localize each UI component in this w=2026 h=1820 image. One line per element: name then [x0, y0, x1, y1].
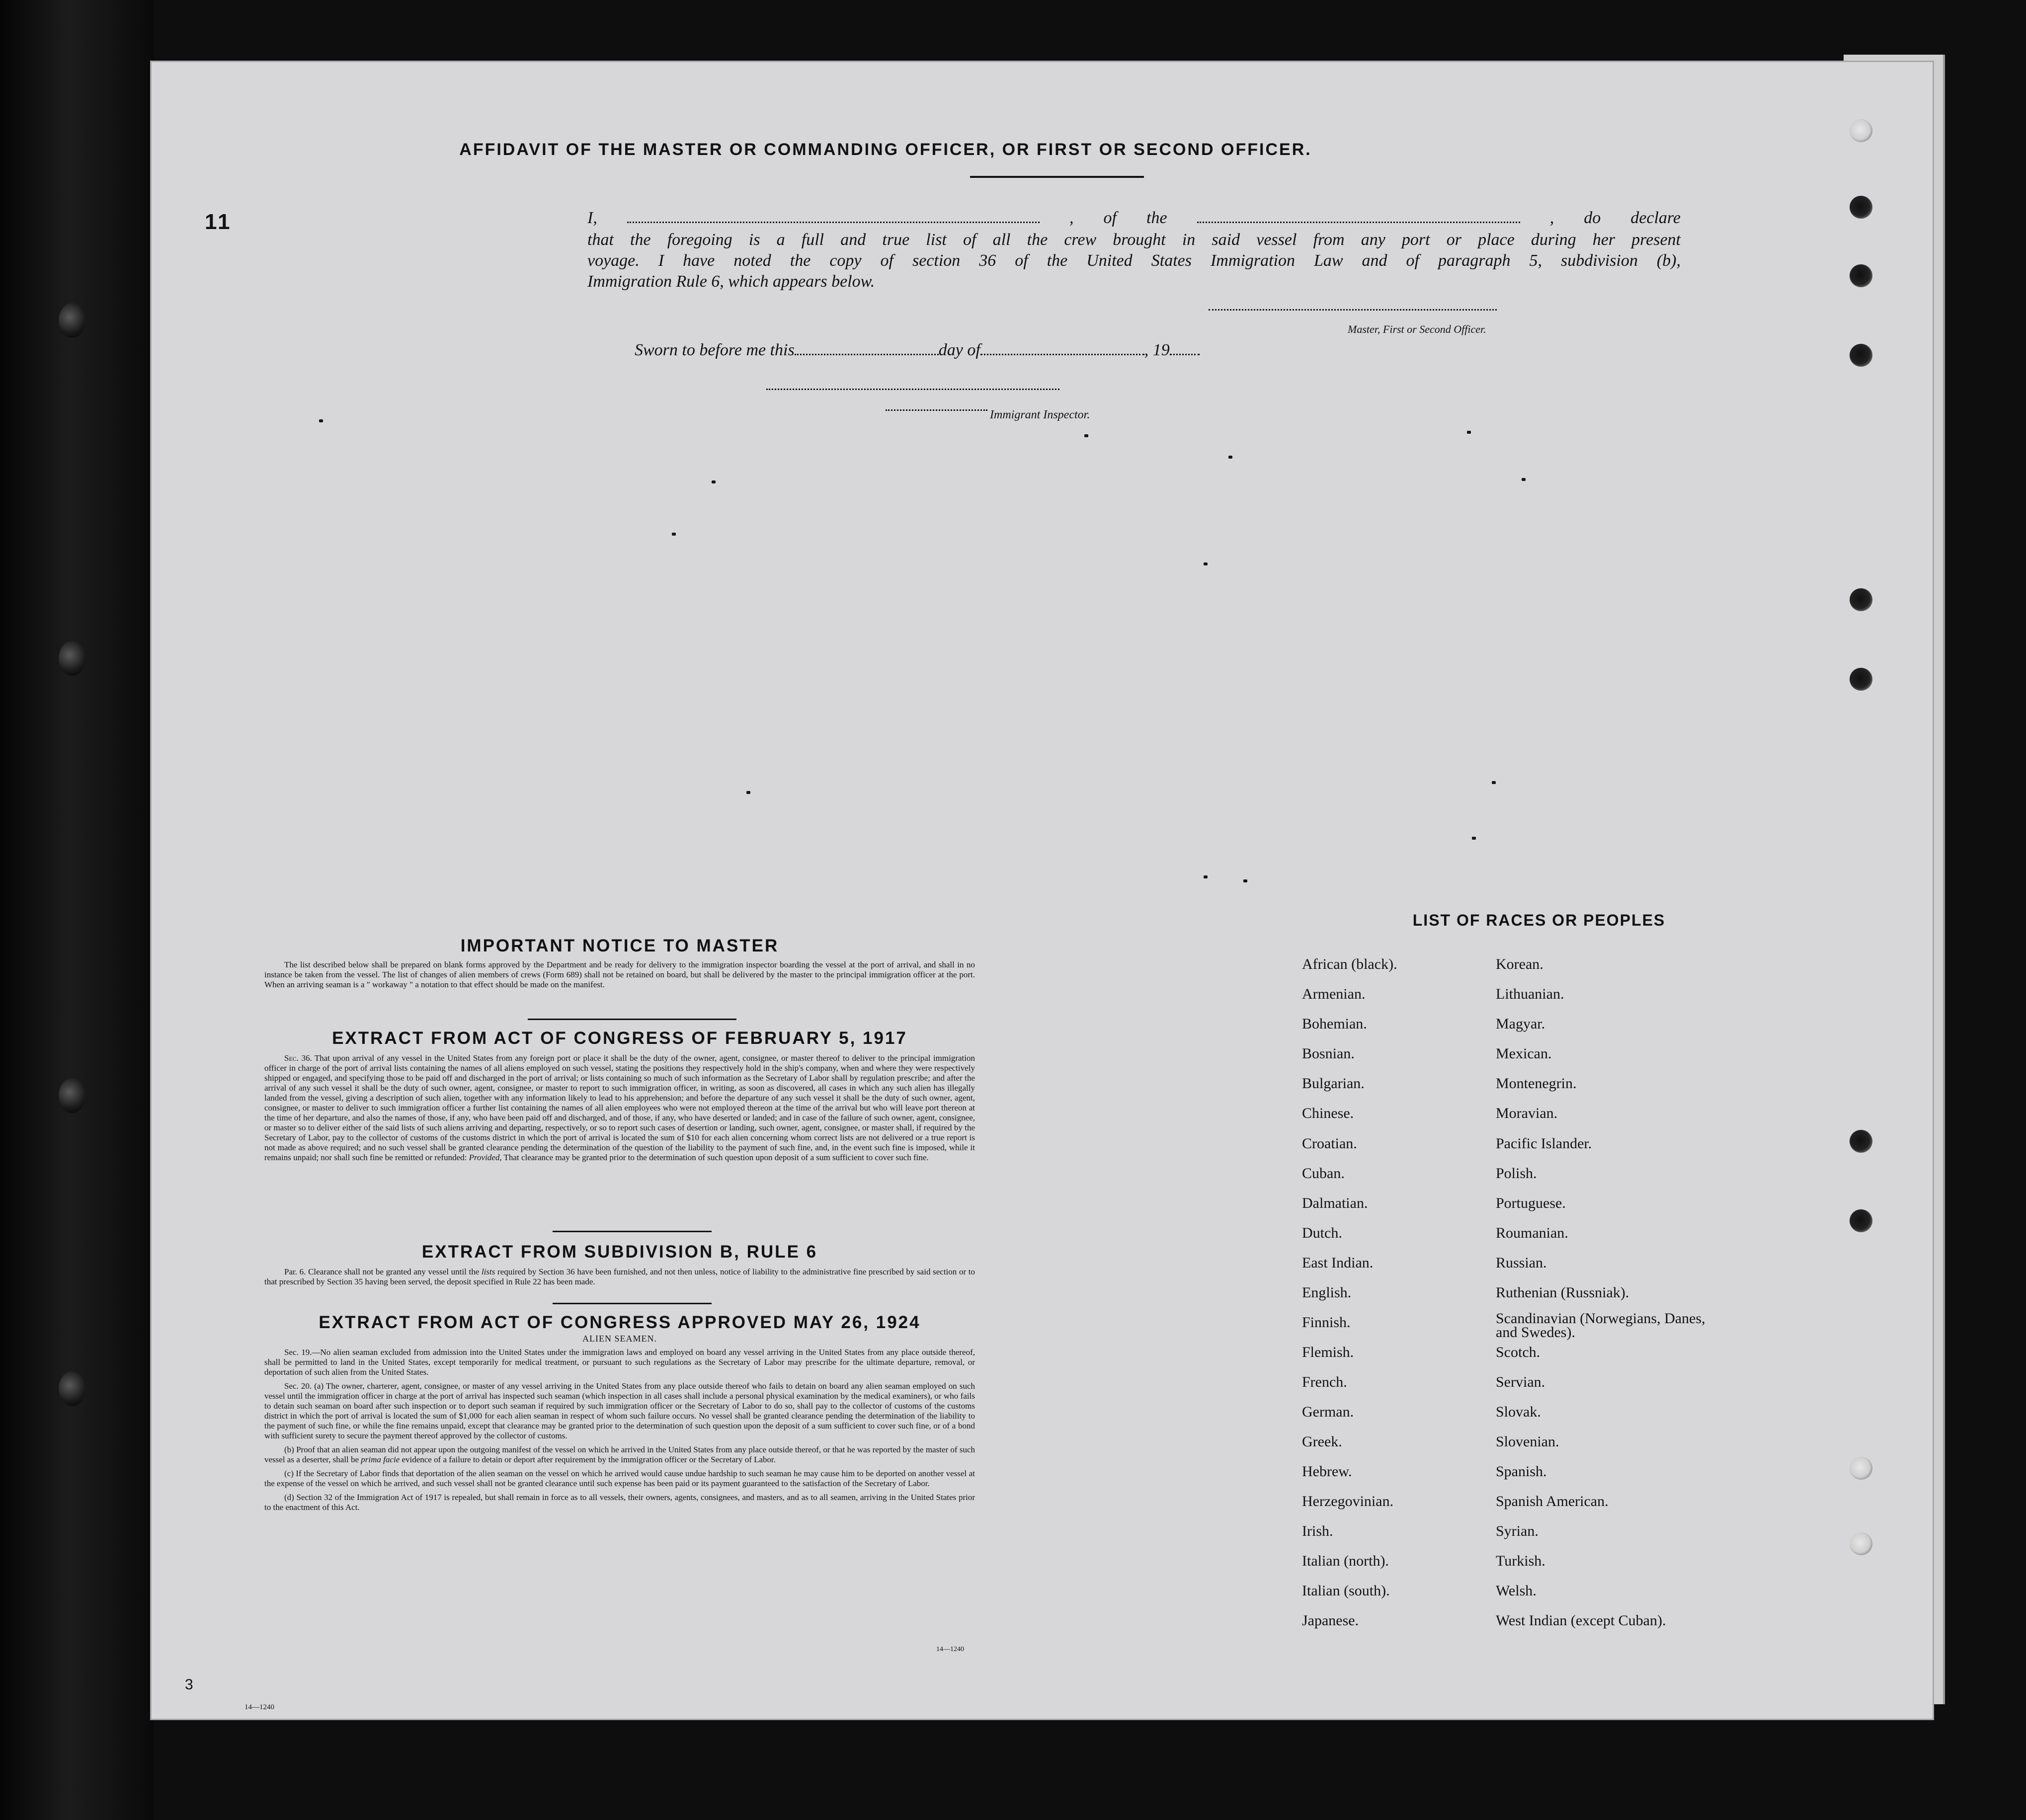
race-item: Portuguese. [1496, 1195, 1566, 1211]
sec-20a-text: Sec. 20. (a) The owner, charterer, agent, consignee, or master of any vessel arriving in the United States from any place outside thereof who fails to detain on board any alien seaman employed on such vessel until the immigration officer in charge at the port of arrival has inspected such seaman (which inspection in all cases shall include a personal physical examination by the medical examiners), or who fails to detain such seaman on board after such inspection or to deport such seaman if required by such immigration officer or the Secretary of Labor to do so, shall pay to the collector of customs of the customs district in which the port of arrival is located the sum of $1,000 for each alien seaman in respect of whom such failure occurs. No vessel shall be granted clearance pending the determination of the liability to the payment of such fine, or while the fine remains unpaid, except that clearance may be granted prior to the determination of such question upon the deposit of a sum sufficient to cover such fine, or of a bond with sufficient surety to secure the payment thereof approved by the collector of customs. [264, 1381, 975, 1440]
vessel-blank[interactable] [1197, 222, 1520, 223]
race-item: Italian (south). [1302, 1583, 1390, 1599]
race-item: French. [1302, 1374, 1347, 1390]
stray-mark [1467, 431, 1471, 434]
name-blank[interactable] [627, 222, 1040, 223]
sworn-day: day of [938, 341, 980, 359]
race-item: Pacific Islander. [1496, 1135, 1592, 1152]
sec-20b-a: (b) Proof that an alien seaman did not appear upon the outgoing manifest of the vessel on which he arrived in the United States from any place outside thereof, or that he was reported by the master of such vessel as a deserter, shall be [264, 1445, 975, 1464]
stray-mark [1228, 456, 1232, 459]
stray-mark [1204, 562, 1208, 565]
punch-hole [1850, 1457, 1872, 1480]
extract-rule6-heading: EXTRACT FROM SUBDIVISION B, RULE 6 [421, 1242, 818, 1262]
race-item: Scotch. [1496, 1344, 1540, 1360]
race-item: Bohemian. [1302, 1016, 1367, 1032]
affidavit-of-the: , of the [1069, 209, 1167, 227]
race-item: Italian (north). [1302, 1553, 1389, 1569]
rule6-lists: lists [481, 1267, 495, 1276]
sworn-day-blank[interactable] [795, 354, 939, 355]
race-item: Turkish. [1496, 1553, 1545, 1569]
race-item: Dutch. [1302, 1225, 1342, 1241]
race-item: Armenian. [1302, 986, 1366, 1002]
race-item: Hebrew. [1302, 1463, 1352, 1480]
race-item: Chinese. [1302, 1105, 1354, 1121]
sec-19-text: Sec. 19.—No alien seaman excluded from admission into the United States under the immigration laws and employed on board any vessel arriving in the United States from any place outside thereof, shall be permitted to land in the United States, except temporarily for medical treatment, or pursuant to such regulations as the Secretary of Labor may prescribe for the ultimate departure, removal, or deportation of such alien from the United States. [264, 1347, 975, 1377]
race-item: Lithuanian. [1496, 986, 1564, 1002]
prima-facie: prima facie [361, 1455, 400, 1464]
punch-hole [1850, 1130, 1872, 1153]
sworn-year-blank[interactable] [1170, 354, 1200, 355]
race-item: Welsh. [1496, 1583, 1537, 1599]
title-rule [970, 176, 1144, 178]
signature-label: Master, First or Second Officer. [1348, 323, 1486, 335]
race-item: Greek. [1302, 1433, 1342, 1450]
stray-mark [1084, 434, 1088, 437]
affidavit-line-4: Immigration Rule 6, which appears below. [587, 272, 875, 291]
race-item: Spanish American. [1496, 1493, 1609, 1509]
affidavit-title: AFFIDAVIT OF THE MASTER OR COMMANDING OFFICER, OR FIRST OR SECOND OFFICER. [459, 140, 1312, 159]
stray-mark [672, 533, 676, 536]
punch-hole [1850, 668, 1872, 691]
inspector-dots [886, 409, 987, 411]
race-item: Roumanian. [1496, 1225, 1568, 1241]
punch-hole [1850, 119, 1872, 142]
race-item: Servian. [1496, 1374, 1545, 1390]
race-item: Spanish. [1496, 1463, 1547, 1480]
stray-mark [1243, 879, 1247, 882]
extract-1924-body [264, 1347, 975, 1512]
margin-mark-bottom: 3 [185, 1676, 193, 1693]
sec-20b-text [264, 1445, 975, 1465]
punch-hole [1850, 196, 1872, 219]
race-item: Moravian. [1496, 1105, 1558, 1121]
race-item: Syrian. [1496, 1523, 1539, 1539]
race-item: English. [1302, 1284, 1352, 1301]
race-item: Finnish. [1302, 1314, 1351, 1331]
manifest-back-page [150, 61, 1934, 1720]
affidavit-line-1 [587, 208, 1681, 229]
extract-rule6-text [264, 1267, 975, 1287]
race-item: Montenegrin. [1496, 1075, 1577, 1092]
affidavit-line-3: voyage. I have noted the copy of section 36 of the United States Immigration Law and of paragraph 5, subdivision (b), [587, 251, 1681, 270]
race-item: German. [1302, 1404, 1354, 1420]
stray-mark [1204, 875, 1208, 878]
rule6-text-b: required by Section 36 have been furnished, and not then unless, notice of liability to the administrative fine prescribed by said section or to that prescribed by Section 35 having been served, the deposit specified in Rule 22 has been made. [264, 1267, 975, 1286]
race-item: Herzegovinian. [1302, 1493, 1394, 1509]
affidavit-i: I, [587, 209, 597, 227]
race-item: Ruthenian (Russniak). [1496, 1284, 1629, 1301]
race-item: Bosnian. [1302, 1045, 1355, 1062]
race-item: Japanese. [1302, 1612, 1359, 1629]
sworn-year: , 19 [1144, 341, 1170, 359]
sec-36-body: That upon arrival of any vessel in the United States from any foreign port or place it shall be the duty of the owner, agent, consignee, or master thereof to deliver to the principal immigration officer in charge of the port of arrival lists containing the names of all aliens employed on such vessel, stating the positions they respectively hold in the ship's company, when and where they were respectively shipped or engaged, and specifying those to be paid off and discharged in the port of arrival; or lists containing so much of such information as the Secretary of Labor shall by regulation prescribe; and after the arrival of any such vessel it shall be the duty of such owner, agent, consignee, or master to report to such immigration officer, in writing, as soon as discovered, all cases in which any such alien has illegally landed from the vessel, giving a description of such alien, together with any information likely to lead to his apprehension; and before the departure of any such vessel it shall be the duty of such owner, agent, consignee, or master to deliver to such immigration officer a further list containing the names of all alien employees who were not employed thereon at the time of the arrival but who will leave port thereon at the time of her departure, and also the names of those, if any, who have been paid off and discharged, and of those, if any, who have deserted or landed; and in case of the failure of such owner, agent, consignee, or master so to deliver either of the said lists of such aliens arriving and departing, respectively, or so to report such cases of desertion or landing, such owner, agent, consignee, or master shall, if required by the Secretary of Labor, pay to the collector of customs of the customs district in which the port of arrival is located the sum of $10 for each alien concerning whom correct lists are not delivered or a true report is not made as above required; and no such vessel shall be granted clearance pending the determination of the question of the liability to the payment of such fine, and, in the event such fine is imposed, while it remains unpaid; nor shall such fine be remitted or refunded: [264, 1053, 975, 1162]
punch-hole [1850, 1532, 1872, 1555]
race-item: Magyar. [1496, 1016, 1545, 1032]
provided-word: Provided, [469, 1153, 502, 1162]
binder-hole [59, 303, 85, 338]
affidavit-declare: , do declare [1549, 209, 1681, 227]
race-item: African (black). [1302, 956, 1397, 972]
stray-mark [319, 419, 323, 422]
sworn-line [635, 340, 1281, 361]
stray-mark [746, 791, 750, 794]
sec-20b-b: evidence of a failure to detain or deport after requirement by the immigration officer or the Secretary of Labor. [400, 1455, 776, 1464]
binder-hole [59, 641, 85, 676]
footer-form-number: 14—1240 [244, 1703, 274, 1711]
section-rule [528, 1019, 736, 1020]
section-rule [553, 1231, 712, 1232]
sec-36-label: Sec. 36. [284, 1053, 312, 1063]
race-item: Irish. [1302, 1523, 1333, 1539]
race-item: Scandinavian (Norwegians, Danes, and Swedes). [1496, 1310, 1705, 1341]
race-item: East Indian. [1302, 1255, 1374, 1271]
race-item: West Indian (except Cuban). [1496, 1612, 1666, 1629]
stray-mark [712, 480, 716, 483]
sworn-prefix: Sworn to before me this [635, 341, 795, 359]
extract-1917-heading: EXTRACT FROM ACT OF CONGRESS OF FEBRUARY 5, 1917 [332, 1029, 907, 1048]
stray-mark [1472, 837, 1476, 840]
margin-mark: 11 [205, 210, 232, 234]
stray-mark [1492, 781, 1496, 784]
alien-seamen-subheading: ALIEN SEAMEN. [582, 1334, 657, 1344]
race-item: Dalmatian. [1302, 1195, 1368, 1211]
race-item: Polish. [1496, 1165, 1537, 1182]
punch-hole [1850, 264, 1872, 287]
sec-20c-text: (c) If the Secretary of Labor finds that deportation of the alien seaman on the vessel on which he arrived would cause undue hardship to such seaman he may cause him to be deported on another vessel at the expense of the vessel on which he arrived, and such vessel shall not be granted clearance until such expense has been paid or its payment guaranteed to the satisfaction of the Secretary of Labor. [264, 1469, 975, 1488]
inspector-label: Immigrant Inspector. [990, 408, 1090, 421]
race-item: Flemish. [1302, 1344, 1354, 1360]
sworn-month-blank[interactable] [980, 354, 1144, 355]
race-item: Croatian. [1302, 1135, 1357, 1152]
extract-1924-heading: EXTRACT FROM ACT OF CONGRESS APPROVED MAY 26, 1924 [319, 1313, 921, 1332]
race-item: Cuban. [1302, 1165, 1345, 1182]
sec-36-end: That clearance may be granted prior to the determination of such question upon deposit of a sum sufficient to cover such fine. [501, 1153, 929, 1162]
race-item: Korean. [1496, 956, 1543, 972]
affidavit-line-2: that the foregoing is a full and true list of all the crew brought in said vessel from any port or place during her present [587, 231, 1681, 249]
rule6-text-a: Par. 6. Clearance shall not be granted any vessel until the [284, 1267, 482, 1276]
binder-hole [59, 1078, 85, 1113]
stray-mark [1522, 478, 1526, 481]
signature-blank[interactable] [1209, 309, 1497, 311]
inspector-signature-blank[interactable] [766, 389, 1059, 390]
punch-hole [1850, 344, 1872, 367]
race-item: Bulgarian. [1302, 1075, 1365, 1092]
extract-1917-text [264, 1053, 975, 1163]
film-border-left [0, 0, 154, 1820]
race-item: Mexican. [1496, 1045, 1552, 1062]
form-number-inline: 14—1240 [936, 1646, 964, 1653]
race-item: Russian. [1496, 1255, 1547, 1271]
race-item: Slovenian. [1496, 1433, 1559, 1450]
race-item: Slovak. [1496, 1404, 1541, 1420]
section-rule [553, 1303, 712, 1304]
races-title: LIST OF RACES OR PEOPLES [1412, 911, 1666, 929]
punch-hole [1850, 1209, 1872, 1232]
punch-hole [1850, 588, 1872, 611]
notice-heading: IMPORTANT NOTICE TO MASTER [460, 936, 779, 955]
binder-hole [59, 1371, 85, 1406]
notice-text: The list described below shall be prepared on blank forms approved by the Department and be ready for delivery to the immigration inspector boarding the vessel at the port of arrival, and shall in no instance be taken from the vessel. The list of changes of alien members of crews (Form 689) shall not be retained on board, but shall be delivered by the master to the principal immigration officer at the port. When an arriving seaman is a " workaway " a notation to that effect should be made on the manifest. [264, 960, 975, 989]
sec-20d-text: (d) Section 32 of the Immigration Act of 1917 is repealed, but shall remain in force as to all vessels, their owners, agents, consignees, and masters, and as to all seamen, arriving in the United States prior to the enactment of this Act. [264, 1493, 975, 1512]
